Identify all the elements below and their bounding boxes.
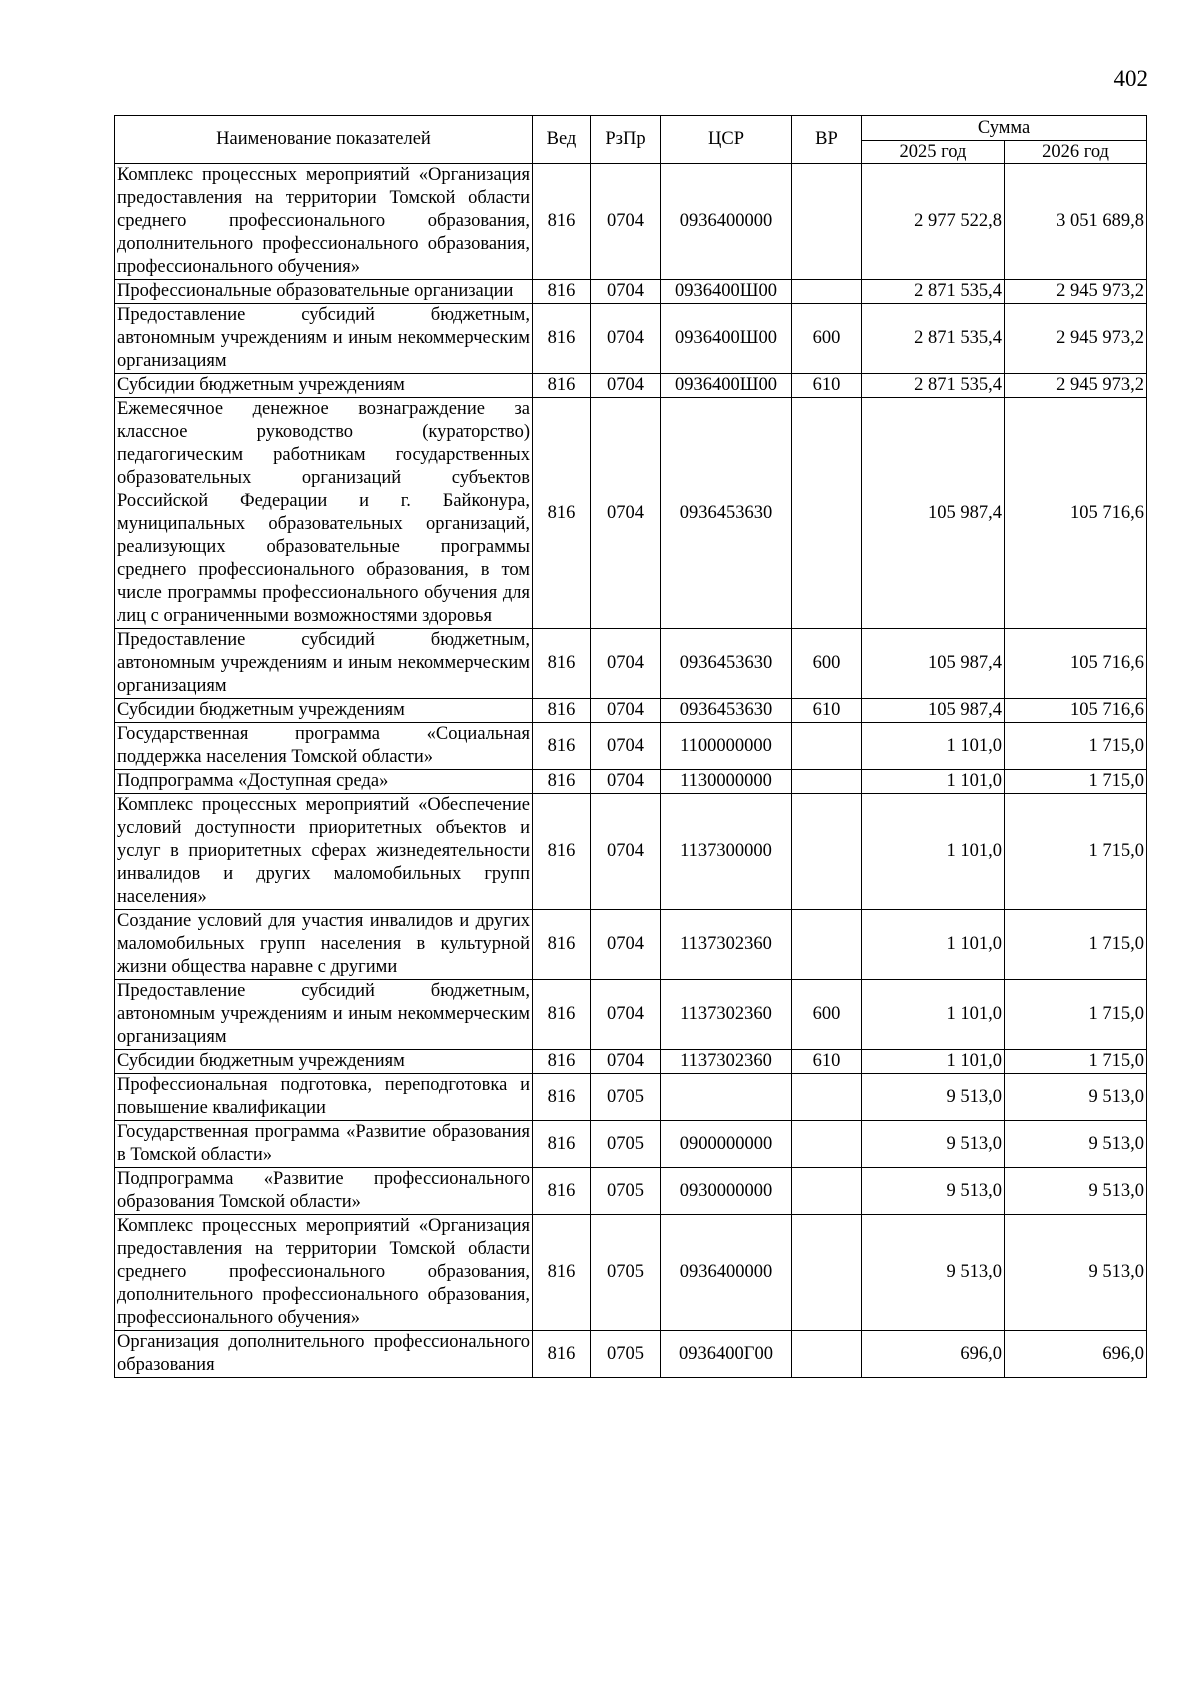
cell-name: Комплекс процессных мероприятий «Обеспечение условий доступности приоритетных объектов и услуг в приоритетных сферах жизнедеятельности инвалидов и других маломобильных групп населения» (115, 794, 533, 910)
cell-rzpr: 0704 (591, 723, 661, 770)
table-row (115, 398, 1147, 629)
cell-name: Подпрограмма «Развитие профессионального образования Томской области» (115, 1168, 533, 1215)
cell-vr (792, 164, 862, 280)
cell-csr: 1100000000 (661, 723, 792, 770)
cell-name: Субсидии бюджетным учреждениям (115, 699, 533, 723)
header-name: Наименование показателей (115, 116, 533, 164)
table-row (115, 723, 1147, 770)
cell-sum-2026: 1 715,0 (1005, 1050, 1147, 1074)
cell-ved: 816 (533, 1050, 591, 1074)
cell-sum-2026: 9 513,0 (1005, 1121, 1147, 1168)
table-row (115, 1215, 1147, 1331)
cell-sum-2025: 9 513,0 (862, 1074, 1005, 1121)
cell-sum-2025: 2 977 522,8 (862, 164, 1005, 280)
table-row (115, 629, 1147, 699)
cell-ved: 816 (533, 1121, 591, 1168)
table-row (115, 770, 1147, 794)
cell-ved: 816 (533, 699, 591, 723)
table-row (115, 980, 1147, 1050)
cell-ved: 816 (533, 770, 591, 794)
cell-sum-2026: 3 051 689,8 (1005, 164, 1147, 280)
header-rzpr: РзПр (591, 116, 661, 164)
cell-sum-2025: 1 101,0 (862, 980, 1005, 1050)
cell-name: Профессиональная подготовка, переподготовка и повышение квалификации (115, 1074, 533, 1121)
cell-vr: 600 (792, 629, 862, 699)
cell-ved: 816 (533, 374, 591, 398)
cell-rzpr: 0705 (591, 1074, 661, 1121)
cell-rzpr: 0705 (591, 1121, 661, 1168)
cell-ved: 816 (533, 629, 591, 699)
cell-vr: 610 (792, 1050, 862, 1074)
cell-sum-2025: 2 871 535,4 (862, 280, 1005, 304)
cell-vr (792, 723, 862, 770)
cell-vr (792, 1168, 862, 1215)
cell-rzpr: 0704 (591, 280, 661, 304)
header-year-2025: 2025 год (862, 141, 1005, 164)
cell-name: Предоставление субсидий бюджетным, автономным учреждениям и иным некоммерческим организациям (115, 629, 533, 699)
cell-sum-2026: 2 945 973,2 (1005, 374, 1147, 398)
cell-rzpr: 0704 (591, 164, 661, 280)
cell-ved: 816 (533, 1074, 591, 1121)
cell-rzpr: 0705 (591, 1331, 661, 1378)
cell-name: Организация дополнительного профессионального образования (115, 1331, 533, 1378)
cell-vr: 600 (792, 980, 862, 1050)
cell-sum-2025: 105 987,4 (862, 398, 1005, 629)
cell-rzpr: 0704 (591, 794, 661, 910)
cell-sum-2026: 1 715,0 (1005, 723, 1147, 770)
cell-rzpr: 0704 (591, 629, 661, 699)
cell-sum-2025: 2 871 535,4 (862, 304, 1005, 374)
cell-sum-2025: 1 101,0 (862, 910, 1005, 980)
table-row (115, 1074, 1147, 1121)
cell-vr (792, 910, 862, 980)
cell-name: Подпрограмма «Доступная среда» (115, 770, 533, 794)
cell-ved: 816 (533, 1168, 591, 1215)
cell-rzpr: 0704 (591, 770, 661, 794)
cell-ved: 816 (533, 794, 591, 910)
cell-rzpr: 0704 (591, 980, 661, 1050)
budget-table (114, 115, 1147, 1378)
header-sum: Сумма (862, 116, 1147, 141)
cell-ved: 816 (533, 723, 591, 770)
cell-ved: 816 (533, 398, 591, 629)
cell-name: Государственная программа «Развитие образования в Томской области» (115, 1121, 533, 1168)
cell-name: Государственная программа «Социальная поддержка населения Томской области» (115, 723, 533, 770)
table-row (115, 1331, 1147, 1378)
cell-sum-2025: 9 513,0 (862, 1168, 1005, 1215)
cell-csr: 1130000000 (661, 770, 792, 794)
cell-csr: 1137300000 (661, 794, 792, 910)
cell-sum-2026: 105 716,6 (1005, 398, 1147, 629)
cell-name: Предоставление субсидий бюджетным, автономным учреждениям и иным некоммерческим организациям (115, 980, 533, 1050)
cell-sum-2026: 9 513,0 (1005, 1074, 1147, 1121)
cell-csr: 0936400Ш00 (661, 374, 792, 398)
cell-csr: 0936400Ш00 (661, 304, 792, 374)
cell-sum-2025: 105 987,4 (862, 629, 1005, 699)
table-row (115, 164, 1147, 280)
cell-sum-2026: 1 715,0 (1005, 980, 1147, 1050)
cell-csr: 0930000000 (661, 1168, 792, 1215)
table-row (115, 794, 1147, 910)
cell-sum-2026: 1 715,0 (1005, 794, 1147, 910)
cell-csr: 0936400Г00 (661, 1331, 792, 1378)
cell-sum-2025: 1 101,0 (862, 723, 1005, 770)
cell-ved: 816 (533, 164, 591, 280)
cell-ved: 816 (533, 1331, 591, 1378)
cell-csr: 0936453630 (661, 699, 792, 723)
cell-name: Комплекс процессных мероприятий «Организация предоставления на территории Томской области среднего профессионального образования, дополнительного профессионального образования, профессионального обучения» (115, 164, 533, 280)
cell-rzpr: 0704 (591, 398, 661, 629)
cell-vr (792, 794, 862, 910)
header-ved: Вед (533, 116, 591, 164)
cell-csr: 1137302360 (661, 980, 792, 1050)
cell-vr (792, 1331, 862, 1378)
table-row (115, 1121, 1147, 1168)
cell-ved: 816 (533, 1215, 591, 1331)
cell-ved: 816 (533, 980, 591, 1050)
cell-sum-2025: 105 987,4 (862, 699, 1005, 723)
cell-ved: 816 (533, 910, 591, 980)
header-vr: ВР (792, 116, 862, 164)
cell-sum-2026: 9 513,0 (1005, 1168, 1147, 1215)
cell-vr: 610 (792, 374, 862, 398)
cell-name: Создание условий для участия инвалидов и других маломобильных групп населения в культурной жизни общества наравне с другими (115, 910, 533, 980)
table-row (115, 374, 1147, 398)
cell-csr: 1137302360 (661, 910, 792, 980)
cell-rzpr: 0704 (591, 374, 661, 398)
cell-name: Комплекс процессных мероприятий «Организация предоставления на территории Томской области среднего профессионального образования, дополнительного профессионального образования, профессионального обучения» (115, 1215, 533, 1331)
cell-ved: 816 (533, 304, 591, 374)
header-year-2026: 2026 год (1005, 141, 1147, 164)
table-row (115, 699, 1147, 723)
cell-sum-2026: 696,0 (1005, 1331, 1147, 1378)
cell-vr: 610 (792, 699, 862, 723)
cell-sum-2026: 2 945 973,2 (1005, 280, 1147, 304)
cell-csr: 0936400Ш00 (661, 280, 792, 304)
cell-sum-2025: 2 871 535,4 (862, 374, 1005, 398)
cell-sum-2026: 2 945 973,2 (1005, 304, 1147, 374)
page-number: 402 (1113, 66, 1148, 91)
cell-csr: 1137302360 (661, 1050, 792, 1074)
cell-sum-2026: 1 715,0 (1005, 910, 1147, 980)
table-header (115, 116, 1147, 164)
cell-name: Субсидии бюджетным учреждениям (115, 374, 533, 398)
table-row (115, 280, 1147, 304)
cell-csr: 0900000000 (661, 1121, 792, 1168)
cell-rzpr: 0705 (591, 1215, 661, 1331)
cell-rzpr: 0704 (591, 304, 661, 374)
cell-rzpr: 0704 (591, 910, 661, 980)
cell-sum-2025: 1 101,0 (862, 770, 1005, 794)
cell-rzpr: 0704 (591, 699, 661, 723)
cell-sum-2025: 1 101,0 (862, 1050, 1005, 1074)
cell-vr: 600 (792, 304, 862, 374)
cell-name: Предоставление субсидий бюджетным, автономным учреждениям и иным некоммерческим организациям (115, 304, 533, 374)
cell-csr: 0936453630 (661, 398, 792, 629)
cell-csr: 0936400000 (661, 164, 792, 280)
cell-csr (661, 1074, 792, 1121)
cell-sum-2025: 696,0 (862, 1331, 1005, 1378)
cell-vr (792, 280, 862, 304)
cell-sum-2026: 1 715,0 (1005, 770, 1147, 794)
cell-vr (792, 398, 862, 629)
cell-sum-2026: 9 513,0 (1005, 1215, 1147, 1331)
cell-vr (792, 770, 862, 794)
cell-vr (792, 1074, 862, 1121)
cell-sum-2026: 105 716,6 (1005, 699, 1147, 723)
cell-csr: 0936400000 (661, 1215, 792, 1331)
cell-name: Ежемесячное денежное вознаграждение за классное руководство (кураторство) педагогическим работникам государственных образовательных организаций субъектов Российской Федерации и г. Байконура, муниципальных образовательных организаций, реализующих образовательные программы среднего профессионального образования, в том числе программы профессионального обучения для лиц с ограниченными возможностями здоровья (115, 398, 533, 629)
table-row (115, 1050, 1147, 1074)
cell-name: Субсидии бюджетным учреждениям (115, 1050, 533, 1074)
cell-vr (792, 1215, 862, 1331)
cell-sum-2025: 9 513,0 (862, 1215, 1005, 1331)
cell-rzpr: 0705 (591, 1168, 661, 1215)
cell-csr: 0936453630 (661, 629, 792, 699)
cell-rzpr: 0704 (591, 1050, 661, 1074)
cell-ved: 816 (533, 280, 591, 304)
header-csr: ЦСР (661, 116, 792, 164)
cell-sum-2025: 9 513,0 (862, 1121, 1005, 1168)
cell-name: Профессиональные образовательные организации (115, 280, 533, 304)
cell-sum-2025: 1 101,0 (862, 794, 1005, 910)
table-row (115, 304, 1147, 374)
table-row (115, 1168, 1147, 1215)
cell-vr (792, 1121, 862, 1168)
table-body (115, 164, 1147, 1378)
table-row (115, 910, 1147, 980)
cell-sum-2026: 105 716,6 (1005, 629, 1147, 699)
